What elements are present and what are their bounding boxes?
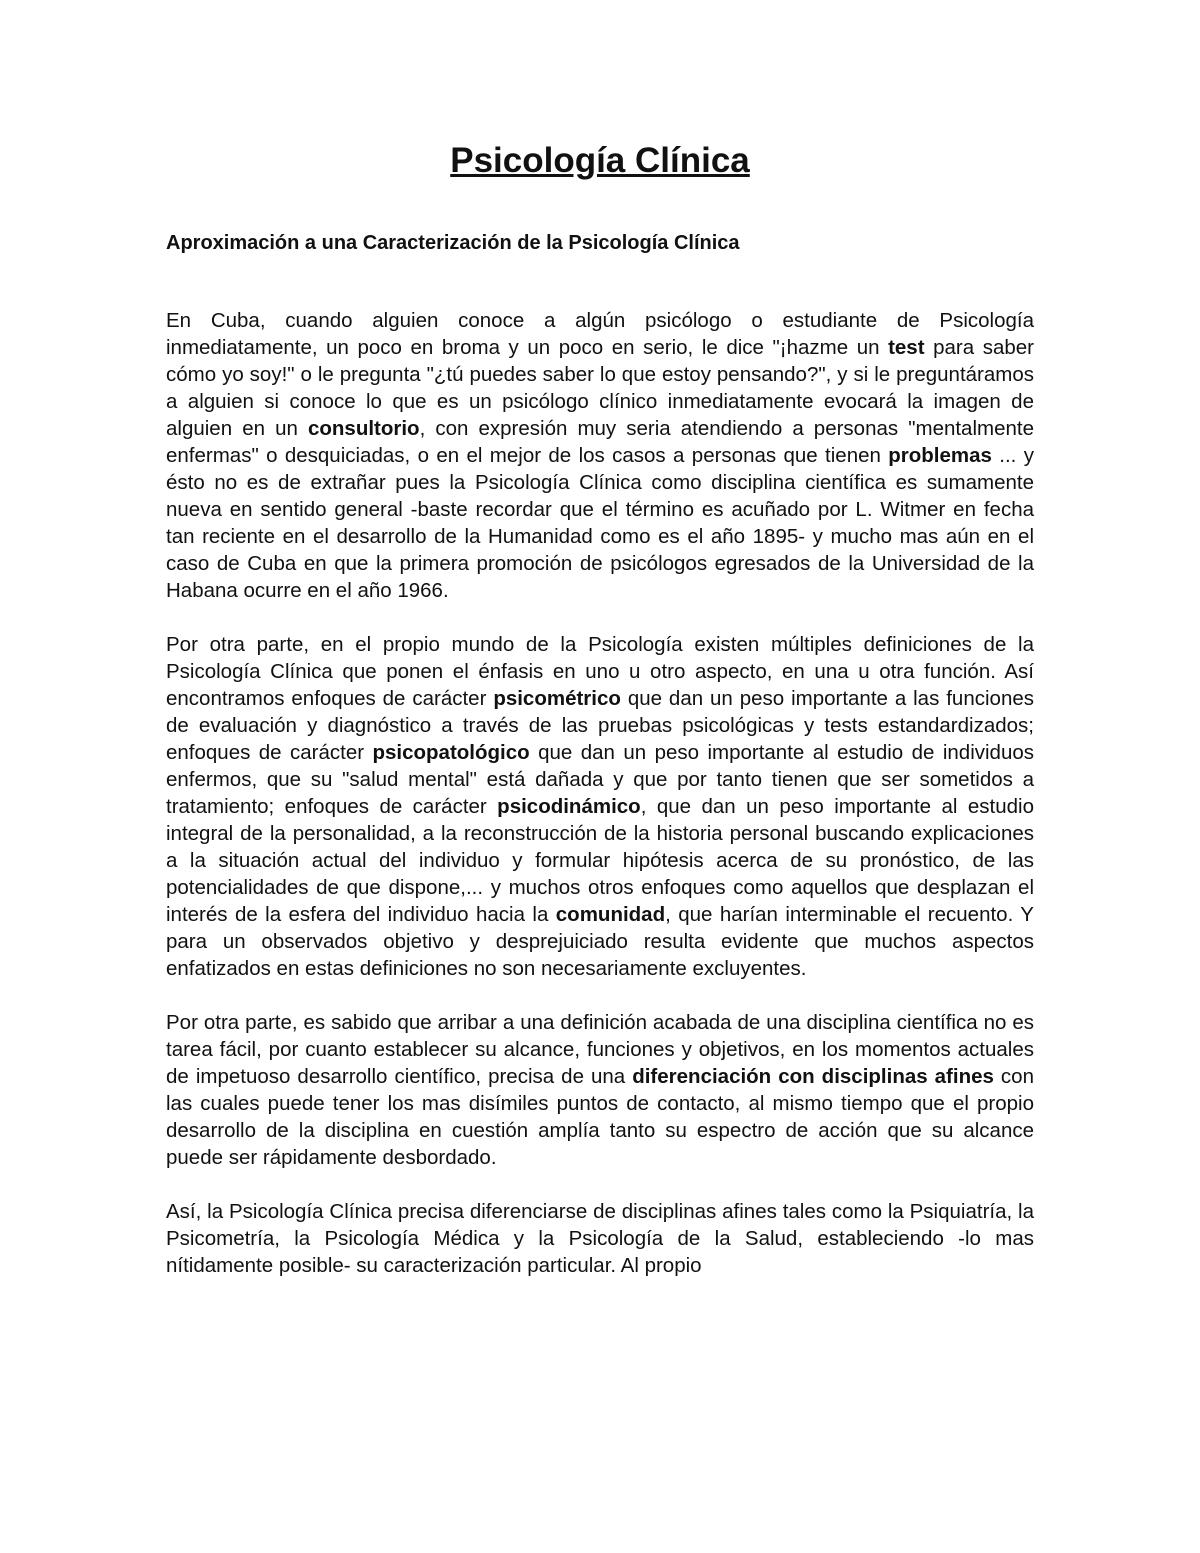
section-heading: Aproximación a una Caracterización de la Psicología Clínica <box>166 232 740 254</box>
term-psicodinamico: psicodinámico <box>497 795 641 818</box>
paragraph-2-text-d: que dan un peso importante al estudio de individuos enfermos, que su "salud mental" está dañada y que por tanto tienen que ser sometidos a tratamiento; enfoques de carácter <box>166 741 1035 818</box>
paragraph-1-text-d: , con expresión muy seria atendiendo a personas "mentalmente enfermas" o desquiciadas, o en el mejor de los casos a personas que tienen <box>166 417 1034 467</box>
term-psicometrico: psicométrico <box>493 687 621 710</box>
document-title: Psicología Clínica <box>450 141 750 180</box>
term-problemas: problemas <box>888 444 992 467</box>
paragraph-2-text-e: , que dan un peso importante al estudio integral de la personalidad, a la reconstrucción de la historia personal buscando explicaciones a la situación actual del individuo y formular hipótesis acerca de su pronóstico, de las potencialidades de que dispone,... y muchos otros enfoques como aquellos que desplazan el interés de la esfera del individuo hacia la <box>166 795 1034 926</box>
paragraph-3-text-a: Por otra parte, es sabido que arribar a una definición acabada de una disciplina científica no es tarea fácil, por cuanto establecer su alcance, funciones y objetivos, en los momentos actuales de impetuoso desarrollo científico, precisa de una <box>166 1011 1034 1088</box>
paragraph-1-text-e: ... y ésto no es de extrañar pues la Psicología Clínica como disciplina científica es sumamente nueva en sentido general -baste recordar que el término es acuñado por L. Witmer en fecha tan reciente en el desarrollo de la Humanidad como es el año 1895- y mucho mas aún en el caso de Cuba en que la primera promoción de psicólogos egresados de la Universidad de la Habana ocurre en el año 1966. <box>166 444 1034 602</box>
term-consultorio: consultorio <box>307 417 420 440</box>
paragraph-1 <box>166 307 1034 604</box>
paragraph-2-text-a: Por otra parte, en el propio mundo de la Psicología existen múltiples definiciones de la Psicología Clínica que ponen el énfasis en uno u otro aspecto, en una u otra función. Así encontramos enfoques de carácter <box>166 633 1034 710</box>
paragraph-4-text-a: Así, la Psicología Clínica precisa diferenciarse de disciplinas afines tales como la Psiquiatría, la Psicometría, la Psicología Médica y la Psicología de la Salud, estableciendo -lo mas nítidamente posible- su caracterización particular. Al propio <box>166 1200 1034 1277</box>
term-test: test <box>888 336 925 359</box>
paragraph-3 <box>166 1009 1034 1171</box>
paragraph-3-text-c: con las cuales puede tener los mas disímiles puntos de contacto, al mismo tiempo que el propio desarrollo de la disciplina en cuestión amplía tanto su espectro de acción que su alcance puede ser rápidamente desbordado. <box>166 1065 1034 1169</box>
term-diferenciacion: diferenciación con disciplinas afines <box>632 1065 994 1088</box>
paragraph-2-text-c: que dan un peso importante a las funciones de evaluación y diagnóstico a través de las pruebas psicológicas y tests estandardizados; enfoques de carácter <box>166 687 1034 764</box>
term-psicopatologico: psicopatológico <box>372 741 530 764</box>
paragraph-4 <box>166 1198 1034 1279</box>
term-comunidad: comunidad <box>555 903 666 926</box>
document-page <box>166 138 1034 1279</box>
paragraph-1-text-c: para saber cómo yo soy!" o le pregunta "¿tú puedes saber lo que estoy pensando?", y si le preguntáramos a alguien si conoce lo que es un psicólogo clínico inmediatamente evocará la imagen de alguien en un <box>166 336 1034 440</box>
paragraph-1-text-a: En Cuba, cuando alguien conoce a algún psicólogo o estudiante de Psicología inmediatamente, un poco en broma y un poco en serio, le dice "¡hazme un <box>166 309 1034 359</box>
paragraph-2-text-f: , que harían interminable el recuento. Y para un observados objetivo y desprejuiciado resulta evidente que muchos aspectos enfatizados en estas definiciones no son necesariamente excluyentes. <box>166 903 1034 980</box>
paragraph-2 <box>166 631 1034 982</box>
